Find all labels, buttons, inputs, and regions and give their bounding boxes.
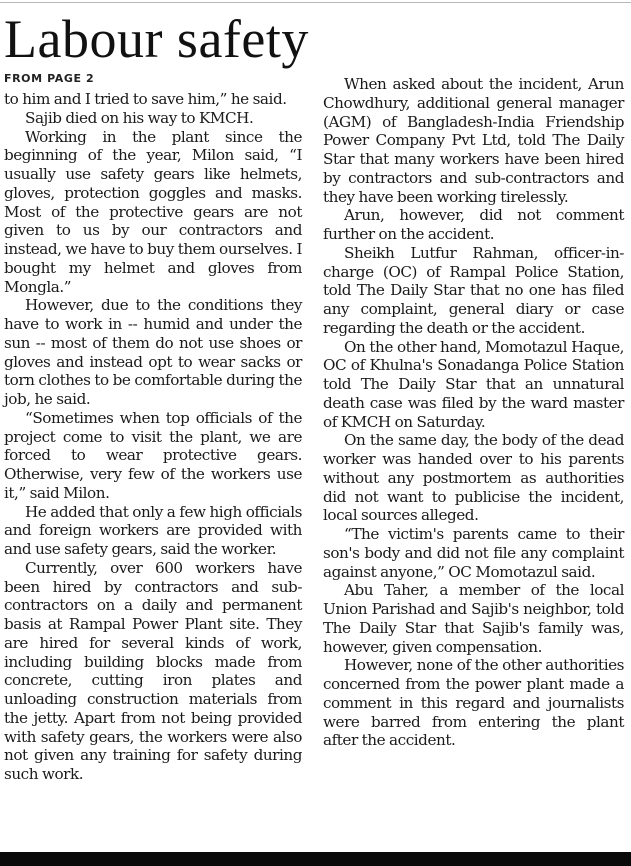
- article-column-right: [323, 75, 624, 750]
- paragraph: Abu Taher, a member of the local Union Parishad and Sajib's neighbor, told The Daily Star that Sajib's family was, however, given compensation.: [323, 581, 624, 656]
- article-column-left: [4, 90, 302, 784]
- paragraph: Working in the plant since the beginning of the year, Milon said, “I usually use safety gears like helmets, gloves, protection goggles and masks. Most of the protective gears are not given to us by our contractors and instead, we have to buy them ourselves. I bought my helmet and gloves from Mongla.”: [4, 127, 302, 296]
- paragraph: “Sometimes when top officials of the project come to visit the plant, we are forced to wear protective gears. Otherwise, very few of the workers use it,” said Milon.: [4, 408, 302, 502]
- paragraph: Currently, over 600 workers have been hired by contractors and sub-contractors on a daily and permanent basis at Rampal Power Plant site. They are hired for several kinds of work, including building blocks made from concrete, cutting iron plates and unloading construction materials from the jetty. Apart from not being provided with safety gears, the workers were also not given any training for safety during such work.: [4, 558, 302, 783]
- paragraph: When asked about the incident, Arun Chowdhury, additional general manager (AGM) of Bangladesh-India Friendship Power Company Pvt Ltd, told The Daily Star that many workers have been hired by contractors and sub-contractors and they have been working tirelessly.: [323, 75, 624, 206]
- paragraph: On the other hand, Momotazul Haque, OC of Khulna's Sonadanga Police Station told The Daily Star that an unnatural death case was filed by the ward master of KMCH on Saturday.: [323, 337, 624, 431]
- headline: Labour safety: [4, 9, 309, 69]
- paragraph: However, none of the other authorities concerned from the power plant made a comment in this regard and journalists were barred from entering the plant after the accident.: [323, 656, 624, 750]
- continued-from-label: FROM PAGE 2: [4, 72, 95, 85]
- paragraph: “The victim's parents came to their son's body and did not file any complaint against anyone,” OC Momotazul said.: [323, 525, 624, 581]
- paragraph: However, due to the conditions they have to work in -- humid and under the sun -- most of them do not use shoes or gloves and instead opt to wear sacks or torn clothes to be comfortable during the job, he said.: [4, 296, 302, 408]
- paragraph: Sajib died on his way to KMCH.: [25, 108, 254, 127]
- bottom-bar: [0, 852, 631, 866]
- paragraph: On the same day, the body of the dead worker was handed over to his parents without any postmortem as authorities did not want to publicise the incident, local sources alleged.: [323, 431, 624, 525]
- paragraph: Sheikh Lutfur Rahman, officer-in-charge (OC) of Rampal Police Station, told The Daily Star that no one has filed any complaint, general diary or case regarding the death or the accident.: [323, 243, 624, 337]
- paragraph: Arun, however, did not comment further on the accident.: [323, 206, 624, 243]
- paragraph: to him and I tried to save him,” he said.: [4, 90, 287, 108]
- paragraph: He added that only a few high officials and foreign workers are provided with and use safety gears, said the worker.: [4, 502, 302, 558]
- top-rule: [0, 2, 631, 3]
